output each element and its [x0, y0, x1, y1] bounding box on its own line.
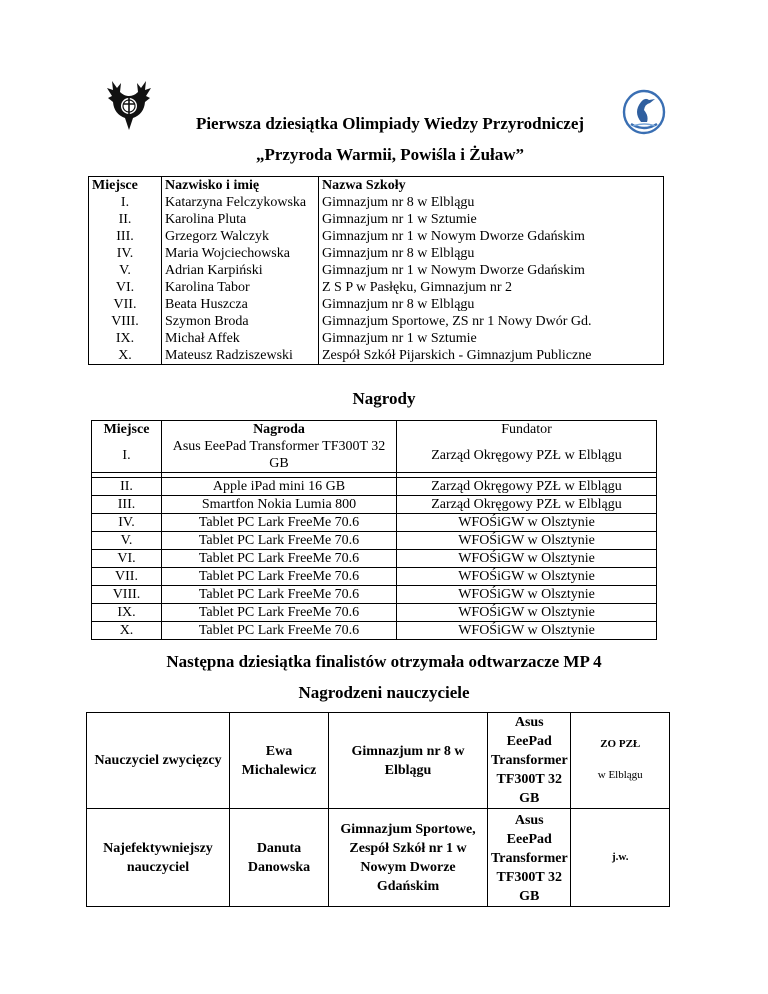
- page-subtitle: „Przyroda Warmii, Powiśla i Żuław”: [255, 145, 525, 164]
- name-cell: Katarzyna Felczykowska: [162, 194, 319, 211]
- name-cell: Karolina Pluta: [162, 211, 319, 228]
- teachers-heading: Nagrodzeni nauczyciele: [298, 683, 470, 702]
- place-cell: VII.: [89, 296, 162, 313]
- place-cell: VI.: [89, 279, 162, 296]
- place-cell: VIII.: [89, 313, 162, 330]
- role-cell: Najefektywniejszy nauczyciel: [87, 809, 230, 907]
- place-cell: I.: [92, 438, 162, 473]
- prizes-heading: Nagrody: [352, 389, 416, 408]
- prize-cell: Tablet PC Lark FreeMe 70.6: [162, 568, 397, 586]
- school-cell: Gimnazjum nr 8 w Elblągu: [319, 296, 664, 313]
- place-cell: IV.: [92, 514, 162, 532]
- prize-cell: Asus EeePad Transformer TF300T 32 GB: [488, 713, 571, 809]
- table-row: [92, 478, 657, 496]
- table-row: [89, 279, 664, 296]
- teacher-name-cell: Danuta Danowska: [230, 809, 329, 907]
- prizes-table: [91, 420, 657, 640]
- table-row: [92, 514, 657, 532]
- table-row: [92, 550, 657, 568]
- place-cell: X.: [89, 347, 162, 365]
- school-cell: Gimnazjum nr 1 w Sztumie: [319, 330, 664, 347]
- school-cell: Gimnazjum nr 8 w Elblągu: [319, 194, 664, 211]
- column-header: Nagroda: [162, 421, 397, 439]
- table-row: [92, 622, 657, 640]
- prize-cell: Tablet PC Lark FreeMe 70.6: [162, 622, 397, 640]
- place-cell: VI.: [92, 550, 162, 568]
- table-header-row: [89, 177, 664, 195]
- name-cell: Maria Wojciechowska: [162, 245, 319, 262]
- funder-cell: [571, 713, 670, 809]
- funder-cell: Zarząd Okręgowy PZŁ w Elblągu: [397, 496, 657, 514]
- funder-sub: w Elblągu: [597, 769, 643, 781]
- prize-cell: Smartfon Nokia Lumia 800: [162, 496, 397, 514]
- table-row: [92, 496, 657, 514]
- table-row: [89, 228, 664, 245]
- school-cell: Gimnazjum nr 1 w Nowym Dworze Gdańskim: [319, 228, 664, 245]
- place-cell: IV.: [89, 245, 162, 262]
- name-cell: Michał Affek: [162, 330, 319, 347]
- teachers-table: [86, 712, 670, 907]
- table-row: [89, 194, 664, 211]
- name-cell: Mateusz Radziszewski: [162, 347, 319, 365]
- place-cell: VII.: [92, 568, 162, 586]
- school-cell: Gimnazjum Sportowe, ZS nr 1 Nowy Dwór Gd.: [319, 313, 664, 330]
- place-cell: V.: [92, 532, 162, 550]
- table-row: [89, 211, 664, 228]
- name-cell: Karolina Tabor: [162, 279, 319, 296]
- prize-cell: Tablet PC Lark FreeMe 70.6: [162, 514, 397, 532]
- table-row: [92, 438, 657, 473]
- column-header: Nazwa Szkoły: [319, 177, 664, 195]
- table-row: [89, 330, 664, 347]
- funder-cell: WFOŚiGW w Olsztynie: [397, 568, 657, 586]
- funder-cell: j.w.: [571, 809, 670, 907]
- school-cell: Gimnazjum Sportowe, Zespół Szkół nr 1 w Nowym Dworze Gdańskim: [329, 809, 488, 907]
- table-row: [89, 245, 664, 262]
- place-cell: IX.: [89, 330, 162, 347]
- table-row: [89, 296, 664, 313]
- name-cell: Szymon Broda: [162, 313, 319, 330]
- place-cell: III.: [89, 228, 162, 245]
- table-row: [87, 809, 670, 907]
- school-cell: Gimnazjum nr 1 w Sztumie: [319, 211, 664, 228]
- role-cell: Nauczyciel zwycięzcy: [87, 713, 230, 809]
- deer-antlers-emblem-icon: [104, 78, 154, 132]
- name-cell: Adrian Karpiński: [162, 262, 319, 279]
- column-header: Miejsce: [92, 421, 162, 439]
- prize-cell: Tablet PC Lark FreeMe 70.6: [162, 550, 397, 568]
- table-row: [87, 713, 670, 809]
- name-cell: Beata Huszcza: [162, 296, 319, 313]
- place-cell: VIII.: [92, 586, 162, 604]
- school-cell: Zespół Szkół Pijarskich - Gimnazjum Publiczne: [319, 347, 664, 365]
- school-cell: Gimnazjum nr 8 w Elblągu: [329, 713, 488, 809]
- prize-cell: Tablet PC Lark FreeMe 70.6: [162, 532, 397, 550]
- place-cell: IX.: [92, 604, 162, 622]
- funder-cell: WFOŚiGW w Olsztynie: [397, 604, 657, 622]
- funder-cell: WFOŚiGW w Olsztynie: [397, 514, 657, 532]
- heron-circle-logo-icon: [621, 88, 667, 136]
- place-cell: I.: [89, 194, 162, 211]
- funder-main: ZO PZŁ: [600, 738, 641, 750]
- funder-cell: WFOŚiGW w Olsztynie: [397, 532, 657, 550]
- table-row: [89, 313, 664, 330]
- place-cell: III.: [92, 496, 162, 514]
- column-header: Fundator: [397, 421, 657, 439]
- teacher-name-cell: Ewa Michalewicz: [230, 713, 329, 809]
- prize-cell: Asus EeePad Transformer TF300T 32 GB: [488, 809, 571, 907]
- place-cell: V.: [89, 262, 162, 279]
- table-row: [89, 262, 664, 279]
- finalists-note: Następna dziesiątka finalistów otrzymała odtwarzacze MP 4: [166, 652, 602, 671]
- table-header-row: [92, 421, 657, 439]
- table-row: [92, 604, 657, 622]
- school-cell: Z S P w Pasłęku, Gimnazjum nr 2: [319, 279, 664, 296]
- place-cell: X.: [92, 622, 162, 640]
- table-row: [89, 347, 664, 365]
- table-row: [92, 586, 657, 604]
- funder-cell: Zarząd Okręgowy PZŁ w Elblągu: [397, 478, 657, 496]
- funder-cell: WFOŚiGW w Olsztynie: [397, 622, 657, 640]
- prize-cell: Asus EeePad Transformer TF300T 32 GB: [162, 438, 397, 473]
- school-cell: Gimnazjum nr 1 w Nowym Dworze Gdańskim: [319, 262, 664, 279]
- page-title: Pierwsza dziesiątka Olimpiady Wiedzy Przyrodniczej: [195, 114, 585, 133]
- funder-cell: WFOŚiGW w Olsztynie: [397, 550, 657, 568]
- table-row: [92, 532, 657, 550]
- funder-cell: Zarząd Okręgowy PZŁ w Elblągu: [397, 438, 657, 473]
- column-header: Miejsce: [89, 177, 162, 195]
- prize-cell: Apple iPad mini 16 GB: [162, 478, 397, 496]
- prize-cell: Tablet PC Lark FreeMe 70.6: [162, 604, 397, 622]
- prize-cell: Tablet PC Lark FreeMe 70.6: [162, 586, 397, 604]
- name-cell: Grzegorz Walczyk: [162, 228, 319, 245]
- school-cell: Gimnazjum nr 8 w Elblągu: [319, 245, 664, 262]
- table-row: [92, 568, 657, 586]
- funder-cell: WFOŚiGW w Olsztynie: [397, 586, 657, 604]
- place-cell: II.: [89, 211, 162, 228]
- column-header: Nazwisko i imię: [162, 177, 319, 195]
- ranking-table: [88, 176, 664, 365]
- place-cell: II.: [92, 478, 162, 496]
